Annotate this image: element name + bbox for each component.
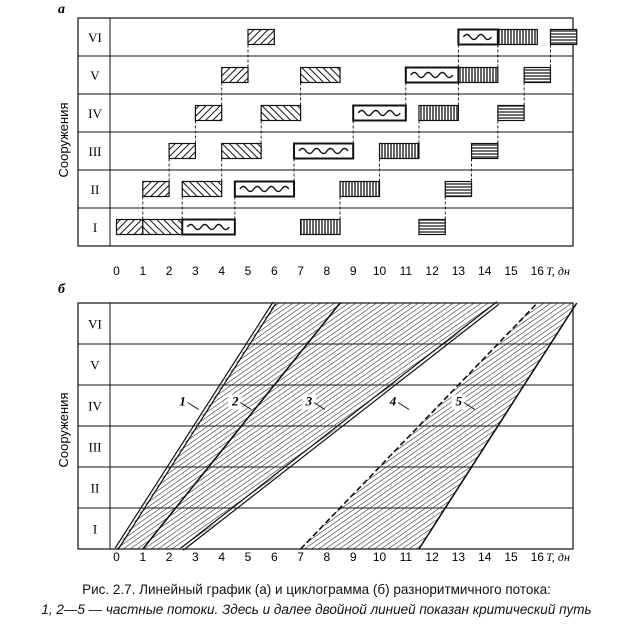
x-axis-label-a: T, дн [546,264,570,278]
x-tick-a: 3 [192,264,199,278]
flow-label-3: 3 [305,393,313,409]
work-bar [472,144,498,159]
cyclogram-chart [78,302,577,564]
linear-chart [78,18,577,278]
work-bar [419,106,458,121]
x-tick-a: 5 [244,264,252,278]
row-label-a: V [90,68,100,83]
work-bar [169,144,195,159]
row-label-b: II [90,480,100,496]
x-tick-a: 13 [451,264,466,278]
svg-text:Сооружения: Сооружения [56,392,71,468]
x-tick-b: 0 [113,550,120,564]
work-bar [294,144,353,159]
x-tick-b: 4 [218,550,226,564]
flow-label-leader [188,403,199,410]
x-tick-b: 5 [244,550,252,564]
panel-b-ylabel [56,393,71,468]
row-label-a: VI [88,30,102,45]
x-tick-b: 13 [451,550,466,564]
caption-line-1: Рис. 2.7. Линейный график (а) и циклограмма (б) разноритмичного потока: [82,582,551,597]
work-bar [524,68,550,83]
x-tick-b: 16 [530,550,544,564]
work-bar [498,106,524,121]
x-tick-b: 12 [425,550,439,564]
x-tick-b: 11 [399,550,413,564]
caption-line-2: 1, 2—5 — частные потоки. Здесь и далее двойной линией показан критический путь [41,602,592,617]
x-tick-b: 10 [372,550,387,564]
work-bar [498,30,537,45]
work-bar [222,68,248,83]
panel-a-label: а [58,2,65,17]
x-tick-a: 12 [425,264,439,278]
work-bar [340,182,379,197]
x-tick-a: 2 [165,264,173,278]
x-tick-b: 3 [192,550,199,564]
x-tick-a: 14 [478,264,492,278]
x-tick-b: 9 [349,550,357,564]
work-bar [380,144,419,159]
x-tick-b: 2 [165,550,173,564]
flow-label-4: 4 [389,393,397,409]
work-bar [261,106,300,121]
work-bar [235,182,294,197]
flow-label-5: 5 [455,393,463,409]
x-tick-b: 1 [139,550,147,564]
x-tick-b: 15 [504,550,518,564]
x-tick-a: 1 [139,264,147,278]
x-tick-a: 8 [323,264,331,278]
x-tick-a: 10 [372,264,387,278]
x-tick-a: 7 [297,264,304,278]
row-label-a: IV [88,106,102,121]
x-tick-a: 11 [399,264,413,278]
work-bar [458,68,497,83]
work-bar [419,220,445,235]
row-label-a: I [92,220,98,235]
x-tick-a: 9 [349,264,357,278]
work-bar [143,220,182,235]
work-bar [301,68,340,83]
x-tick-a: 0 [113,264,120,278]
row-label-a: II [90,182,100,197]
x-tick-b: 14 [478,550,492,564]
x-tick-a: 16 [530,264,544,278]
x-axis-label-b: T, дн [546,550,570,564]
row-label-b: VI [88,316,102,332]
row-label-a: III [88,144,102,159]
row-label-b: I [92,521,98,537]
x-tick-a: 6 [270,264,278,278]
svg-text:Сооружения: Сооружения [56,102,71,178]
x-tick-b: 8 [323,550,331,564]
row-label-b: IV [88,398,102,414]
work-bar [445,182,471,197]
row-label-b: III [88,439,102,455]
work-bar [117,220,143,235]
flow-label-2: 2 [232,393,239,409]
x-tick-a: 15 [504,264,518,278]
x-tick-a: 4 [218,264,226,278]
work-bar [222,144,261,159]
work-bar [248,30,274,45]
panel-a-ylabel [56,103,71,178]
row-label-b: V [90,357,100,373]
flow-label-1: 1 [179,393,186,409]
work-bar [195,106,221,121]
work-bar [182,182,221,197]
panel-b-label: б [58,282,65,297]
work-bar [301,220,340,235]
work-bar [143,182,169,197]
work-bar [550,30,576,45]
x-tick-b: 6 [270,550,278,564]
x-tick-b: 7 [297,550,304,564]
